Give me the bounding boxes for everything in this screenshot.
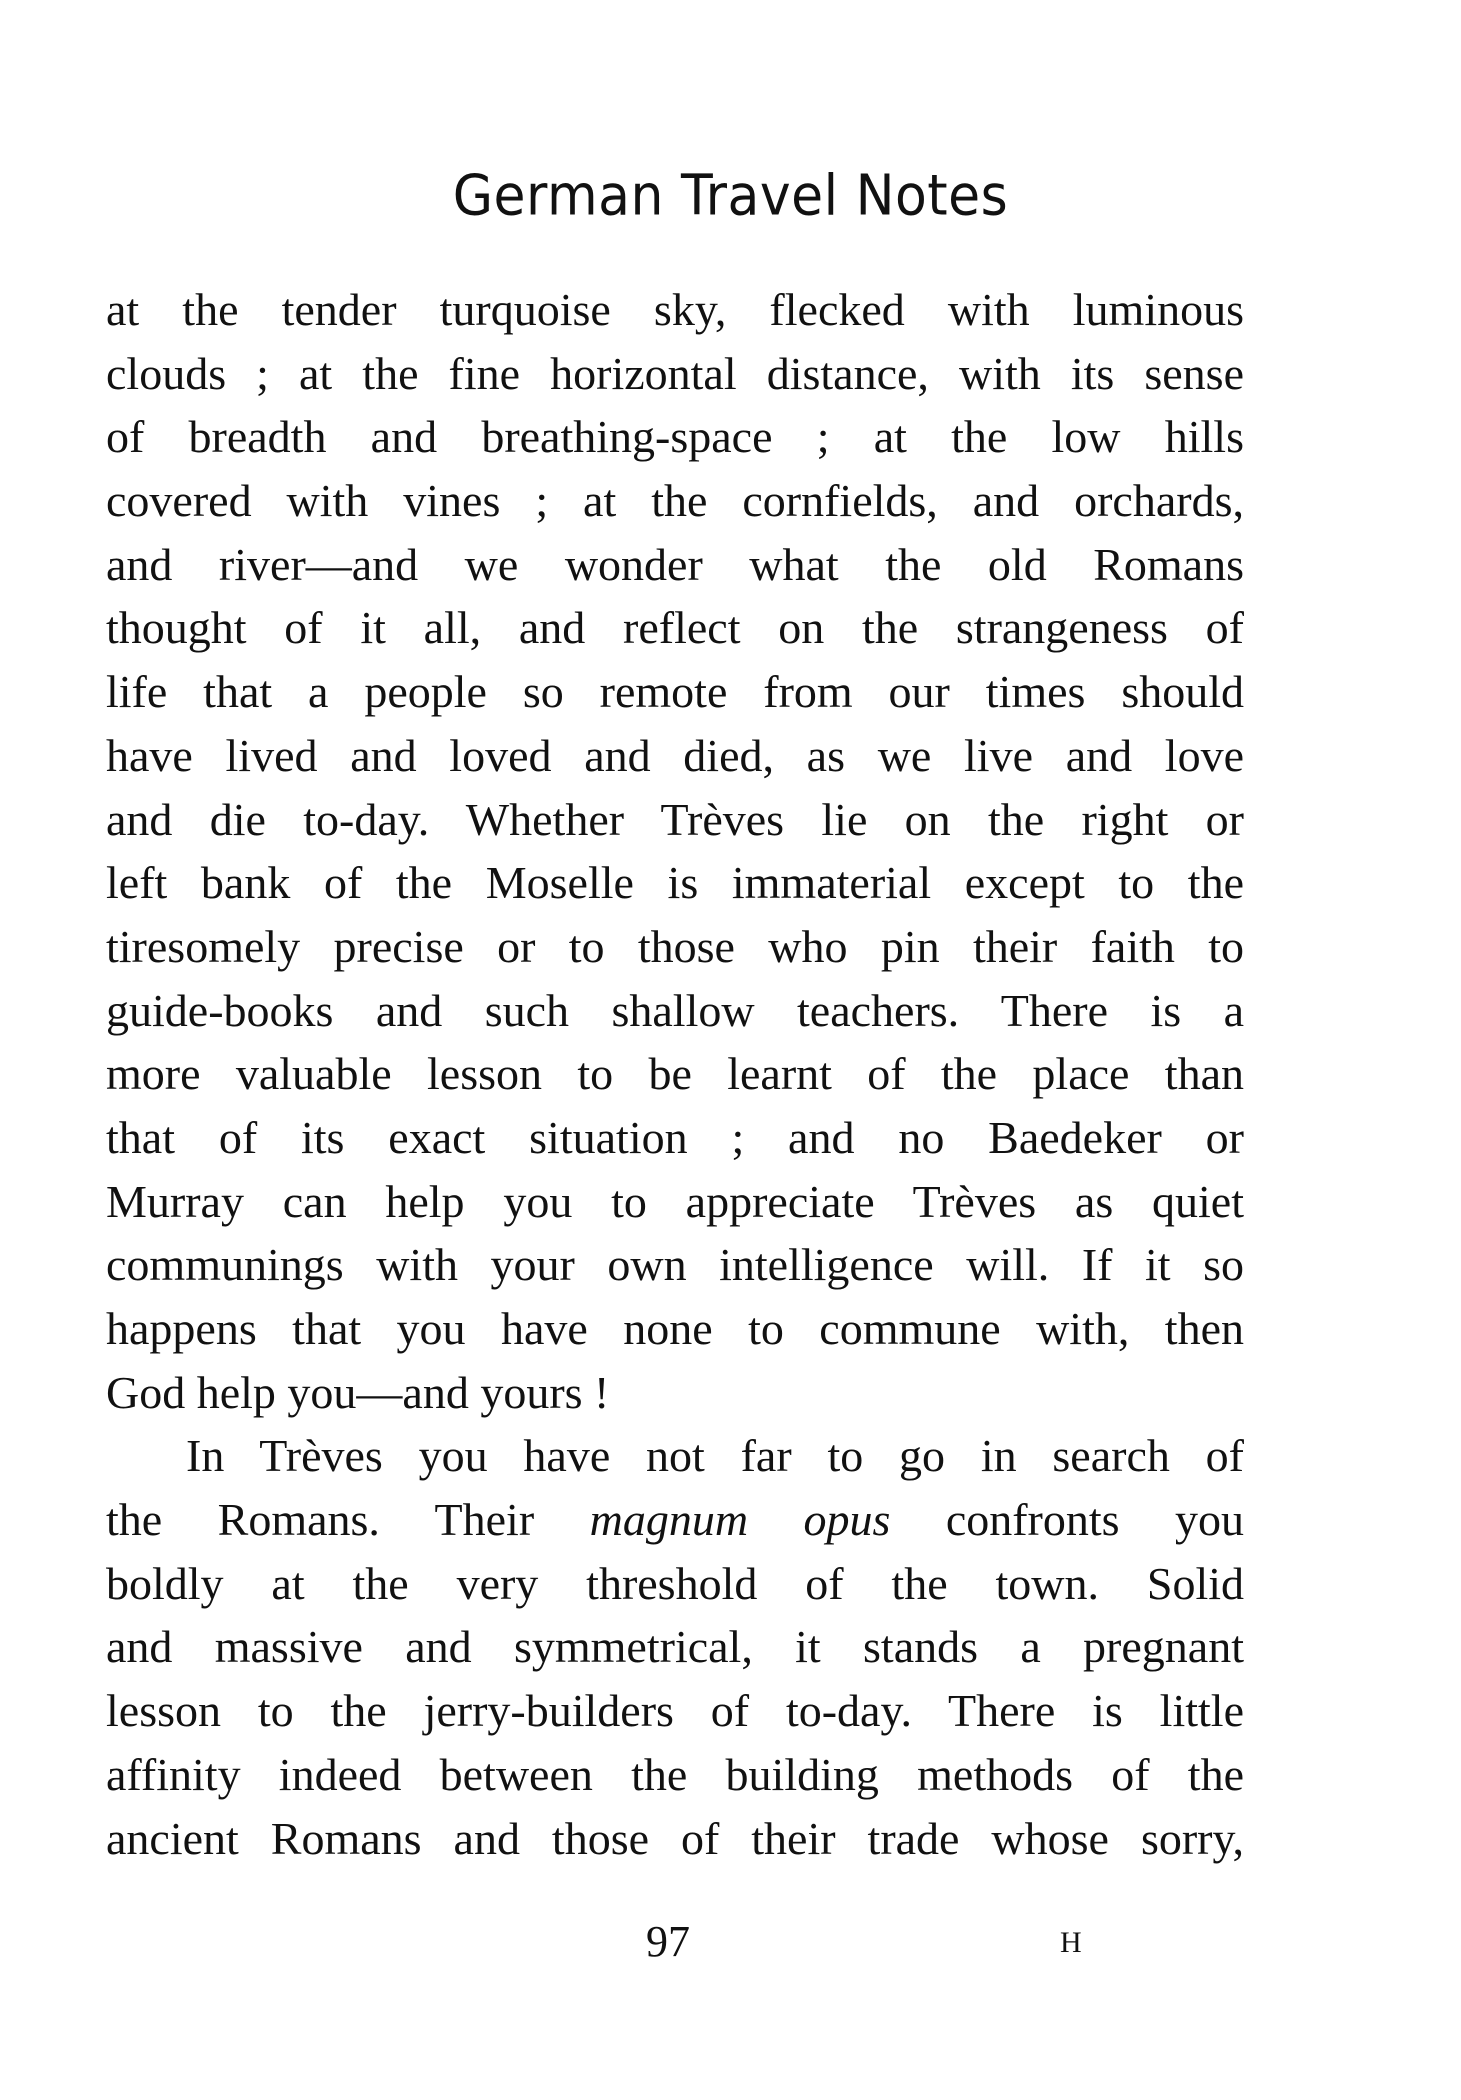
text-line: thought of it all, and reflect on the strangeness of bbox=[106, 602, 1244, 654]
text-line: at the tender turquoise sky, flecked with luminous bbox=[106, 284, 1244, 335]
page-number: 97 bbox=[646, 1917, 690, 1966]
text-fragment: confronts you bbox=[890, 1494, 1244, 1546]
text-line: tiresomely precise or to those who pin their faith to bbox=[106, 920, 1244, 972]
text-line: more valuable lesson to be learnt of the place than bbox=[106, 1048, 1244, 1100]
text-line: covered with vines ; at the cornfields, and orchards, bbox=[106, 475, 1244, 527]
text-line: guide-books and such shallow teachers. There is a bbox=[106, 984, 1244, 1036]
text-line: ancient Romans and those of their trade whose sorry, bbox=[106, 1812, 1244, 1864]
body-text bbox=[106, 278, 1244, 1870]
text-line: that of its exact situation ; and no Baedeker or bbox=[106, 1111, 1244, 1163]
text-line: boldly at the very threshold of the town. Solid bbox=[106, 1557, 1244, 1609]
text-line: affinity indeed between the building methods of the bbox=[106, 1748, 1244, 1800]
text-line: clouds ; at the fine horizontal distance, with its sense bbox=[106, 347, 1244, 399]
running-title: German Travel Notes bbox=[452, 163, 1009, 229]
text-line: and river—and we wonder what the old Romans bbox=[106, 538, 1244, 590]
italic-phrase: magnum opus bbox=[589, 1494, 891, 1546]
text-line: and massive and symmetrical, it stands a pregnant bbox=[106, 1621, 1244, 1673]
paragraph-end-line: God help you—and yours ! bbox=[106, 1366, 610, 1418]
text-line: left bank of the Moselle is immaterial except to the bbox=[106, 857, 1244, 909]
text-fragment: the Romans. Their bbox=[106, 1494, 590, 1546]
text-line: of breadth and breathing-space ; at the low hills bbox=[106, 411, 1244, 463]
text-line: happens that you have none to commune with, then bbox=[106, 1303, 1244, 1354]
text-line: communings with your own intelligence will. If it so bbox=[106, 1239, 1244, 1291]
signature-mark: H bbox=[1060, 1926, 1083, 1959]
text-line: life that a people so remote from our times should bbox=[106, 666, 1244, 718]
text-line: have lived and loved and died, as we live and love bbox=[106, 729, 1244, 781]
text-line: Murray can help you to appreciate Trèves as quiet bbox=[106, 1175, 1244, 1227]
text-line: lesson to the jerry-builders of to-day. There is little bbox=[106, 1685, 1244, 1737]
text-line: and die to-day. Whether Trèves lie on the right or bbox=[106, 793, 1244, 845]
paragraph-start-line: In Trèves you have not far to go in search of bbox=[186, 1430, 1244, 1482]
text-line bbox=[106, 1488, 1244, 1552]
